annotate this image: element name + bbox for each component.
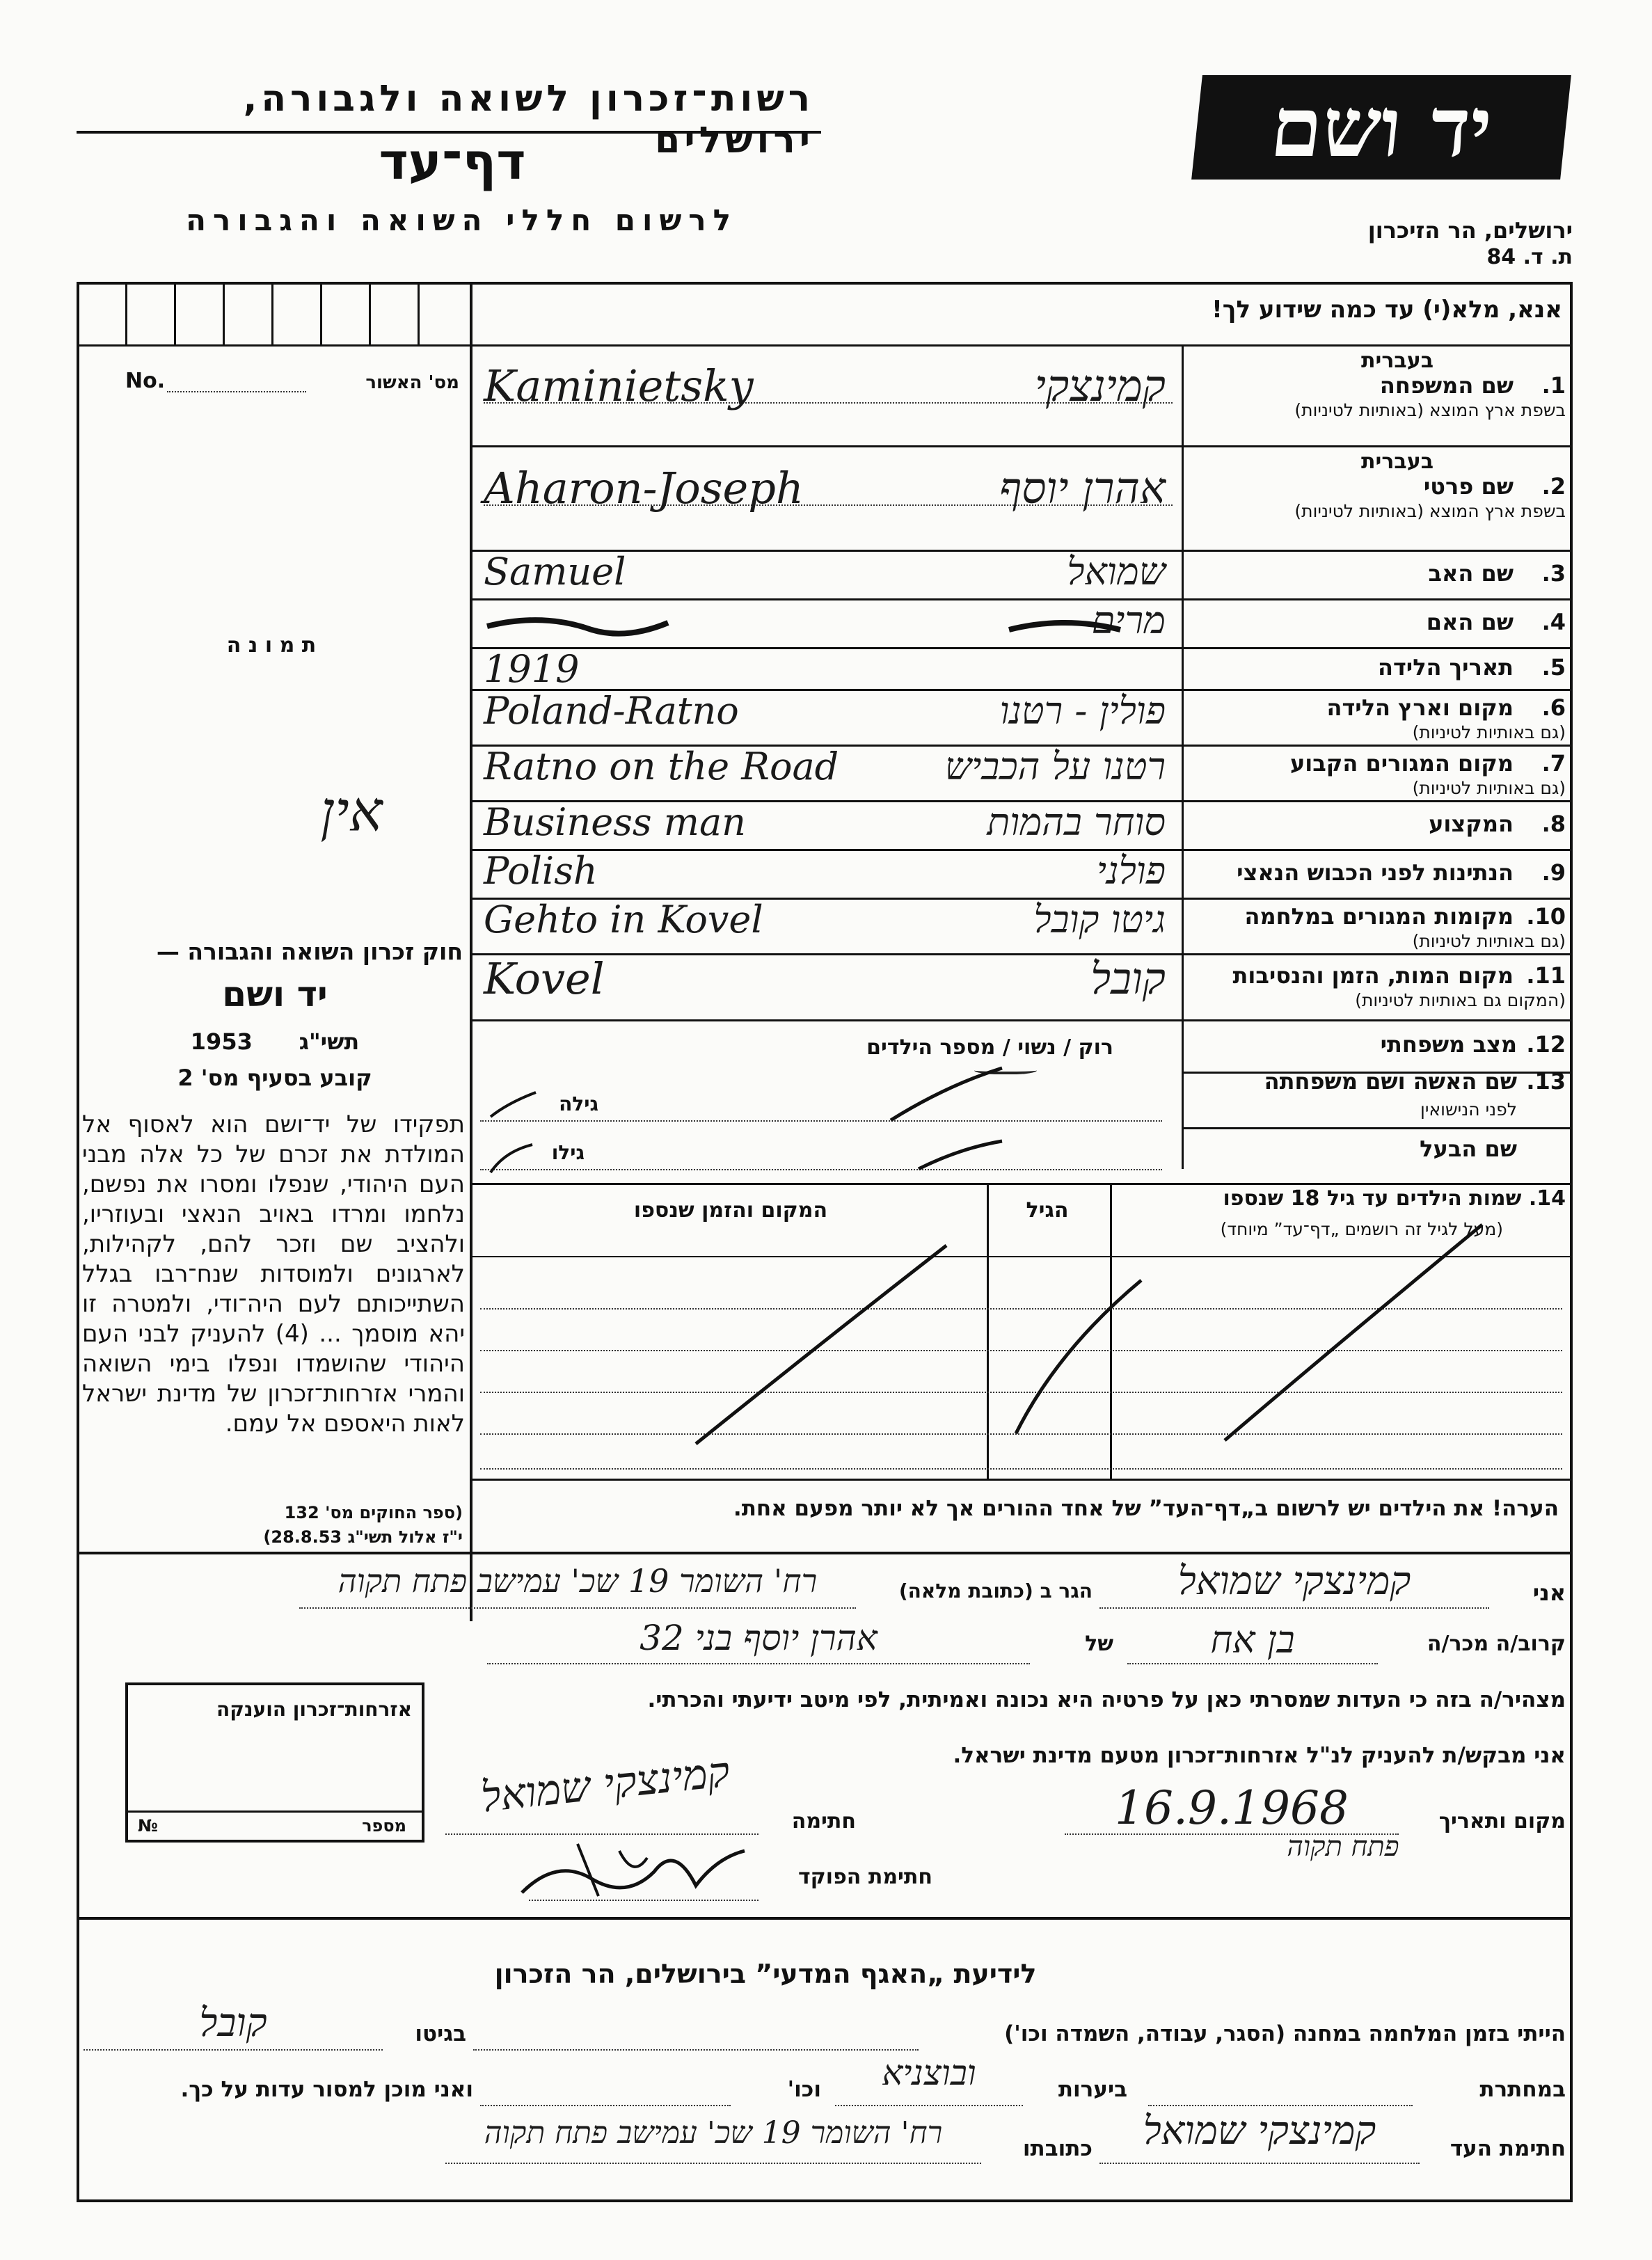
field-label: שם האם bbox=[1426, 609, 1514, 635]
info-partisans-label: במחתרת bbox=[1479, 2077, 1566, 2102]
address: ירושלים, הר הזיכרון bbox=[1367, 217, 1573, 244]
field-value-latin: Ratno on the Road bbox=[484, 745, 839, 788]
husband-label: שם הבעל bbox=[1420, 1136, 1517, 1162]
info-etc-label: וכו' bbox=[787, 2077, 821, 2102]
decl-statement: מצהיר/ה בזה כי העדות שמסרתי כאן על פרטיה היא נכונה ואמיתית, לפי מיטב ידיעתי והכרתי. bbox=[647, 1687, 1566, 1712]
field-value-latin: Poland-Ratno bbox=[484, 689, 739, 733]
field-num: 7. bbox=[1541, 750, 1566, 777]
decl-of-label: של bbox=[1085, 1632, 1113, 1656]
field-num: 10. bbox=[1526, 903, 1566, 930]
info-ready-label: ואני מוכן למסור עדות על כך. bbox=[180, 2077, 473, 2102]
info-address-value: רח' השומר 19 שכ' עמישב פתח תקוה bbox=[484, 2115, 943, 2151]
law-text: תפקידו של יד־ושם הוא לאסוף אל המולדת את זכרם של כל אלה מבני העם היהודי, שנפלו ומסרו את נפשם, נלחמו ומרדו באויב הנאצי ובעוזריו, ולהציב שם וזכר להם, לקהילות, לארגונים ולמוסדות שנח־רבו בגלל השתייכותם לעם היה־ודי, ולמטרה זו יהא מוסמך ... (4) להעניק לבני העם היהודי שהושמדו ונפלו בימי השואה והמרי אזרחות־זכרון של מדינת ישראל לאות היאספם אל עמם. bbox=[82, 1111, 465, 1438]
children-sub: (מעל לגיל זה רושמים „דף־עד” מיוחד) bbox=[1220, 1219, 1503, 1239]
info-forests-value: ובוצניא bbox=[882, 2053, 976, 2093]
decl-request: אני מבקש/ת להעניק לנ"ל אזרחות־זכרון מטעם מדינת ישראל. bbox=[953, 1743, 1566, 1768]
law-year: 1953 bbox=[190, 1028, 253, 1055]
info-title: לידיעת „האגף המדעי” בירושלים, הר הזכרון bbox=[494, 1959, 1037, 1989]
law-name: יד ושם bbox=[222, 974, 328, 1014]
field-label: שם פרטי bbox=[1423, 473, 1514, 500]
field-sub: בשפת ארץ המוצא (באותיות לטיניות) bbox=[1294, 400, 1566, 420]
approval-label: מס' האשור bbox=[365, 372, 459, 393]
form-title: דף־עד bbox=[379, 132, 526, 191]
children-title: שמות הילדים עד גיל 18 שנספו bbox=[1223, 1186, 1522, 1211]
law-title: חוק זכרון השואה והגבורה — bbox=[156, 938, 463, 965]
field-value-hebrew: סוחר בהמות bbox=[987, 800, 1166, 844]
law-year-heb: תשי"ג bbox=[299, 1028, 360, 1055]
field-value-latin: Samuel bbox=[484, 550, 626, 594]
marital-num: 12. bbox=[1526, 1031, 1566, 1058]
law-year-row bbox=[87, 1028, 463, 1055]
children-cancel-stroke-1 bbox=[1225, 1225, 1482, 1440]
decl-date: 16.9.1968 bbox=[1115, 1781, 1349, 1835]
field-value-hebrew: פולין - רטנו bbox=[999, 689, 1166, 733]
field-lang-tag: בעברית bbox=[1361, 449, 1433, 474]
field-num: 5. bbox=[1541, 654, 1566, 681]
info-camp-label: הייתי בזמן המלחמה במחנה (הסגר, עבודה, השמדה וכו') bbox=[1004, 2021, 1566, 2046]
field-value-hebrew: קובל bbox=[1090, 953, 1166, 1004]
field-label: שם המשפחה bbox=[1379, 372, 1514, 399]
citizenship-no: № bbox=[138, 1816, 158, 1836]
children-cancel-stroke-2 bbox=[1016, 1280, 1141, 1433]
citizenship-number-label: מספר bbox=[362, 1816, 406, 1836]
mother-hebrew-scribble bbox=[1009, 623, 1120, 630]
decl-signature: קמינצקי שמואל bbox=[478, 1747, 733, 1822]
children-cancel-stroke-3 bbox=[696, 1246, 946, 1444]
field-sub: (גם באותיות לטיניות) bbox=[1412, 722, 1566, 742]
field-label: מקומות המגורים במלחמה bbox=[1244, 903, 1514, 930]
field-label: שם האב bbox=[1428, 560, 1514, 587]
field-sub: בשפת ארץ המוצא (באותיות לטיניות) bbox=[1294, 501, 1566, 521]
official-signature bbox=[515, 1830, 752, 1907]
field-num: 11. bbox=[1526, 962, 1566, 989]
form-subtitle: לרשום חללי השואה והגבורה bbox=[186, 203, 738, 237]
field-num: 4. bbox=[1541, 609, 1566, 635]
decl-relative-label: קרוב/ה מכר/ה bbox=[1427, 1632, 1566, 1656]
field-value-latin: Kaminietsky bbox=[484, 360, 754, 411]
spouse-age-cancel-stroke bbox=[491, 1092, 536, 1117]
field-num: 1. bbox=[1541, 372, 1566, 399]
decl-place: פתח תקוה bbox=[1287, 1831, 1399, 1863]
po-box: ת. ד. 84 bbox=[1486, 245, 1573, 269]
marital-options: רוק / נשוי / מספר הילדים bbox=[866, 1035, 1113, 1060]
spouse-age-label: גילה bbox=[559, 1092, 598, 1115]
decl-official-signature-label: חתימת הפוקד bbox=[798, 1865, 932, 1889]
field-sub: (המקום גם באותיות לטיניות) bbox=[1355, 989, 1566, 1010]
note: הערה! את הילדים יש לרשום ב„דף־העד” של אחד ההורים אך לא יותר מפעם אחת. bbox=[733, 1496, 1559, 1521]
field-sub: (גם באותיות לטיניות) bbox=[1412, 778, 1566, 798]
decl-address: רח' השומר 19 שכ' עמישב פתח תקוה bbox=[337, 1562, 818, 1600]
field-label: מקום המות, הזמן והנסיבות bbox=[1232, 962, 1514, 989]
field-num: 6. bbox=[1541, 694, 1566, 721]
husband-cancel-stroke bbox=[919, 1141, 1002, 1169]
field-value-hebrew: קמינצקי bbox=[1034, 360, 1166, 411]
approval-no-label: No. bbox=[125, 369, 166, 393]
field-value-latin: Business man bbox=[484, 800, 746, 844]
decl-witness-name: קמינצקי שמואל bbox=[1177, 1559, 1411, 1604]
field-value-hebrew: שמואל bbox=[1067, 550, 1166, 594]
law-clause: קובע בסעיף מס' 2 bbox=[177, 1065, 372, 1091]
info-witness-sig-label: חתימת העד bbox=[1450, 2136, 1566, 2161]
decl-i-label: אני bbox=[1532, 1579, 1566, 1606]
husband-age-cancel-stroke bbox=[491, 1145, 532, 1172]
instructions: אנא, מלא(י) עד כמה שידוע לך! bbox=[1212, 296, 1562, 324]
field-lang-tag: בעברית bbox=[1361, 349, 1433, 373]
spouse-sub: לפני הנישואין bbox=[1420, 1099, 1517, 1120]
field-value-hebrew: גיטו קובל bbox=[1033, 898, 1166, 941]
field-value-latin: Gehto in Kovel bbox=[484, 898, 763, 941]
info-witness-sig: קמינצקי שמואל bbox=[1143, 2108, 1376, 2154]
field-label: המקצוע bbox=[1429, 811, 1514, 837]
field-label: הנתינות לפני הכבוש הנאצי bbox=[1237, 859, 1514, 886]
citizenship-title: אזרחות־זכרון הוענקה bbox=[216, 1698, 412, 1721]
field-value-hebrew: מרים bbox=[1091, 598, 1166, 642]
spouse-label: שם האשה ושם משפחתה bbox=[1264, 1068, 1517, 1095]
info-ghetto-value: קובל bbox=[199, 2000, 267, 2046]
field-label: מקום וארץ הלידה bbox=[1326, 694, 1514, 721]
authority-name: רשות־זכרון לשואה ולגבורה, ירושלים bbox=[243, 78, 814, 161]
children-col-age: הגיל bbox=[1026, 1198, 1069, 1223]
law-book-ref: (ספר החוקים מס' 132 bbox=[284, 1503, 463, 1522]
field-num: 2. bbox=[1541, 473, 1566, 500]
children-col-place: המקום והזמן שנספו bbox=[633, 1198, 828, 1223]
field-sub: (גם באותיות לטיניות) bbox=[1412, 931, 1566, 951]
field-value-hebrew: אהרן יוסף bbox=[999, 463, 1166, 514]
field-label: מקום המגורים הקבוע bbox=[1289, 750, 1514, 777]
field-value-latin: Aharon-Joseph bbox=[484, 463, 804, 514]
decl-signature-label: חתימה bbox=[791, 1809, 856, 1833]
field-num: 3. bbox=[1541, 560, 1566, 587]
decl-relative-of: אהרן יוסף בני 32 bbox=[640, 1618, 877, 1658]
field-num: 9. bbox=[1541, 859, 1566, 886]
spouse-num: 13. bbox=[1526, 1068, 1566, 1095]
spouse-cancel-stroke bbox=[891, 1068, 1002, 1120]
field-value-hebrew: פולני bbox=[1096, 849, 1166, 893]
field-value-latin: 1919 bbox=[484, 647, 580, 691]
info-forests-label: ביערות bbox=[1058, 2077, 1127, 2102]
marital-label: מצב משפחתי bbox=[1380, 1031, 1517, 1058]
decl-resides-label: הגר ב (כתובת מלאה) bbox=[898, 1579, 1093, 1602]
field-label: תאריך הלידה bbox=[1377, 654, 1514, 681]
info-address-label: כתובתו bbox=[1022, 2136, 1093, 2161]
logo-text: יד ושם bbox=[1266, 79, 1497, 175]
field-num: 8. bbox=[1541, 811, 1566, 837]
law-date-ref: י"ז אלול תשי"ג 28.8.53) bbox=[263, 1527, 463, 1547]
field-value-hebrew: רטנו על הכביש bbox=[944, 745, 1166, 788]
field-value-latin: Kovel bbox=[484, 953, 605, 1004]
children-num: 14. bbox=[1528, 1186, 1566, 1211]
husband-age-label: גילו bbox=[551, 1141, 585, 1164]
photo-note: אין bbox=[320, 779, 383, 844]
citizenship-box bbox=[125, 1682, 424, 1843]
field-value-latin: Polish bbox=[484, 849, 598, 893]
info-ghetto-label: בגיטו bbox=[415, 2021, 466, 2046]
mother-latin-scribble bbox=[487, 620, 668, 634]
decl-place-date-label: מקום ותאריך bbox=[1438, 1809, 1566, 1833]
photo-label: ת מ ו נ ה bbox=[226, 633, 317, 658]
decl-relation: בן אח bbox=[1210, 1618, 1295, 1662]
